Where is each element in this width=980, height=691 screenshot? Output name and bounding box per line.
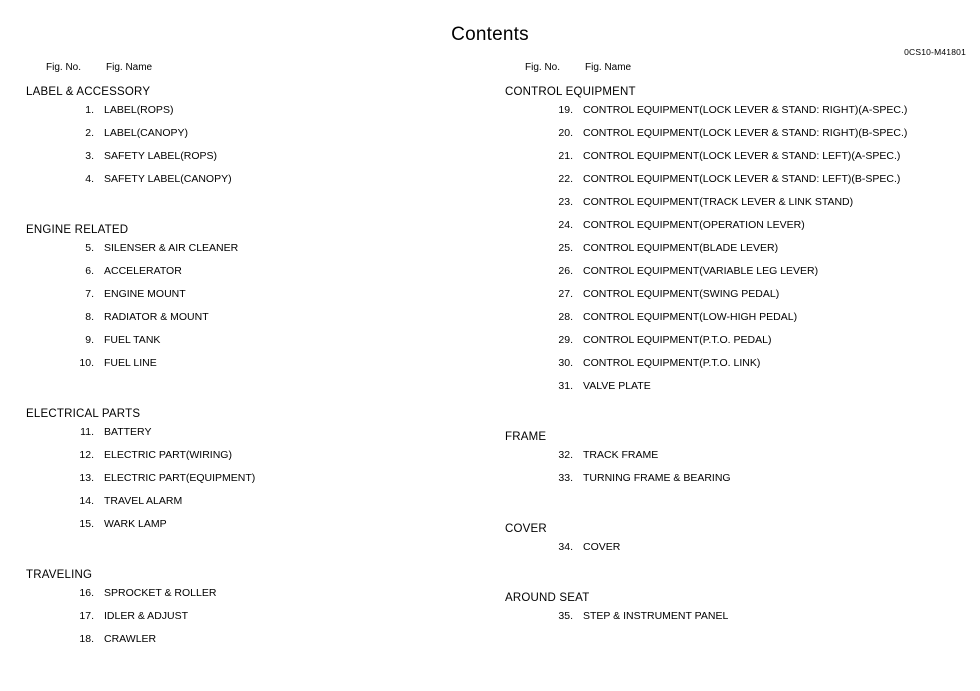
contents-group: [505, 431, 965, 495]
contents-entry-label: SILENSER & AIR CLEANER: [104, 242, 239, 254]
contents-group: [26, 569, 476, 656]
contents-entry-number: 35.: [558, 610, 573, 622]
contents-entry[interactable]: [505, 449, 965, 472]
contents-entry-label: CONTROL EQUIPMENT(LOCK LEVER & STAND: LEFT)(A-SPEC.): [583, 150, 901, 162]
contents-entry-label: ENGINE MOUNT: [104, 288, 186, 300]
column-header-fig-name: Fig. Name: [585, 62, 632, 73]
contents-entry-label: CONTROL EQUIPMENT(SWING PEDAL): [583, 288, 780, 300]
contents-entry-label: CONTROL EQUIPMENT(P.T.O. LINK): [583, 357, 761, 369]
contents-entry-number: 13.: [79, 472, 94, 484]
contents-entry[interactable]: [505, 311, 965, 334]
contents-entry-label: TURNING FRAME & BEARING: [583, 472, 731, 484]
group-spacer: [505, 403, 965, 425]
contents-entry-number: 25.: [558, 242, 573, 254]
contents-group-title: FRAME: [505, 431, 547, 443]
contents-entry[interactable]: [26, 472, 476, 495]
contents-entry-number: 30.: [558, 357, 573, 369]
contents-entry-number: 33.: [558, 472, 573, 484]
group-spacer: [26, 196, 476, 218]
contents-entry[interactable]: [505, 219, 965, 242]
contents-entry[interactable]: [26, 610, 476, 633]
page-title: Contents: [451, 24, 529, 45]
contents-entry[interactable]: [26, 334, 476, 357]
contents-entry-label: CONTROL EQUIPMENT(BLADE LEVER): [583, 242, 779, 254]
contents-entry[interactable]: [26, 426, 476, 449]
contents-column-right: [505, 62, 965, 633]
contents-entry-number: 4.: [85, 173, 94, 185]
contents-entry[interactable]: [26, 518, 476, 541]
contents-entry-number: 17.: [79, 610, 94, 622]
contents-entry-number: 8.: [85, 311, 94, 323]
contents-group-title: LABEL & ACCESSORY: [26, 86, 151, 98]
contents-group-title: TRAVELING: [26, 569, 93, 581]
contents-group-title: ENGINE RELATED: [26, 224, 129, 236]
contents-entry-number: 31.: [558, 380, 573, 392]
contents-column-left: [26, 62, 476, 656]
group-spacer: [26, 380, 476, 402]
contents-entry-number: 2.: [85, 127, 94, 139]
column-header-fig-no: Fig. No.: [525, 62, 561, 73]
contents-entry-number: 26.: [558, 265, 573, 277]
contents-entry-label: TRACK FRAME: [583, 449, 659, 461]
contents-entry[interactable]: [26, 495, 476, 518]
contents-entry-label: IDLER & ADJUST: [104, 610, 189, 622]
contents-group-title: ELECTRICAL PARTS: [26, 408, 141, 420]
contents-entry-label: CONTROL EQUIPMENT(OPERATION LEVER): [583, 219, 805, 231]
contents-entry[interactable]: [26, 357, 476, 380]
contents-entry-label: CONTROL EQUIPMENT(VARIABLE LEG LEVER): [583, 265, 819, 277]
contents-entry-number: 27.: [558, 288, 573, 300]
contents-entry-label: RADIATOR & MOUNT: [104, 311, 209, 323]
contents-entry-label: FUEL LINE: [104, 357, 157, 369]
contents-entry-number: 12.: [79, 449, 94, 461]
contents-entry[interactable]: [505, 288, 965, 311]
contents-group-title: CONTROL EQUIPMENT: [505, 86, 636, 98]
contents-entry-number: 18.: [79, 633, 94, 645]
contents-entry[interactable]: [26, 150, 476, 173]
contents-entry-number: 11.: [80, 426, 94, 438]
contents-entry[interactable]: [26, 311, 476, 334]
contents-entry-number: 23.: [558, 196, 573, 208]
contents-entry-label: ELECTRIC PART(EQUIPMENT): [104, 472, 256, 484]
contents-entry-number: 1.: [85, 104, 94, 116]
contents-entry-label: SPROCKET & ROLLER: [104, 587, 217, 599]
contents-entry-number: 7.: [85, 288, 94, 300]
contents-entry-number: 9.: [85, 334, 94, 346]
contents-entry-number: 5.: [85, 242, 94, 254]
contents-entry[interactable]: [26, 288, 476, 311]
contents-entry[interactable]: [505, 242, 965, 265]
contents-group: [505, 523, 965, 564]
document-code: 0CS10-M41801: [904, 47, 966, 57]
contents-group: [505, 86, 965, 403]
contents-entry-number: 29.: [558, 334, 573, 346]
contents-entry[interactable]: [505, 104, 965, 127]
contents-entry-number: 32.: [558, 449, 573, 461]
contents-entry-label: SAFETY LABEL(ROPS): [104, 150, 218, 162]
contents-entry[interactable]: [505, 334, 965, 357]
contents-entry[interactable]: [505, 173, 965, 196]
contents-entry[interactable]: [26, 242, 476, 265]
contents-entry-label: SAFETY LABEL(CANOPY): [104, 173, 232, 185]
contents-entry[interactable]: [505, 610, 965, 633]
contents-entry-label: TRAVEL ALARM: [104, 495, 183, 507]
contents-entry-label: CONTROL EQUIPMENT(P.T.O. PEDAL): [583, 334, 772, 346]
contents-entry[interactable]: [26, 633, 476, 656]
contents-entry-number: 6.: [85, 265, 94, 277]
contents-entry[interactable]: [26, 449, 476, 472]
contents-entry-label: LABEL(ROPS): [104, 104, 174, 116]
contents-entry-number: 14.: [79, 495, 94, 507]
contents-entry-label: CRAWLER: [104, 633, 157, 645]
contents-entry-label: VALVE PLATE: [583, 380, 651, 392]
contents-entry-label: BATTERY: [104, 426, 152, 438]
contents-entry-number: 16.: [79, 587, 94, 599]
contents-entry-label: FUEL TANK: [104, 334, 161, 346]
contents-entry[interactable]: [26, 127, 476, 150]
contents-entry-label: STEP & INSTRUMENT PANEL: [583, 610, 729, 622]
contents-group: [26, 408, 476, 541]
column-header-left: [26, 62, 476, 80]
contents-entry[interactable]: [505, 472, 965, 495]
contents-entry-number: 10.: [79, 357, 94, 369]
contents-entry-label: COVER: [583, 541, 621, 553]
contents-group: [26, 86, 476, 196]
column-header-fig-no: Fig. No.: [46, 62, 82, 73]
contents-entry[interactable]: [505, 541, 965, 564]
group-spacer: [26, 541, 476, 563]
contents-entry-label: CONTROL EQUIPMENT(LOCK LEVER & STAND: RIGHT)(A-SPEC.): [583, 104, 908, 116]
contents-entry-number: 24.: [558, 219, 573, 231]
contents-entry-label: CONTROL EQUIPMENT(LOW-HIGH PEDAL): [583, 311, 798, 323]
column-header-right: [505, 62, 965, 80]
contents-entry[interactable]: [26, 265, 476, 288]
contents-entry-label: WARK LAMP: [104, 518, 167, 530]
contents-entry-label: ACCELERATOR: [104, 265, 182, 277]
contents-entry-label: CONTROL EQUIPMENT(LOCK LEVER & STAND: LEFT)(B-SPEC.): [583, 173, 901, 185]
contents-entry[interactable]: [505, 196, 965, 219]
contents-entry-label: ELECTRIC PART(WIRING): [104, 449, 232, 461]
contents-entry[interactable]: [26, 587, 476, 610]
contents-entry[interactable]: [505, 357, 965, 380]
group-spacer: [505, 564, 965, 586]
contents-group: [505, 592, 965, 633]
contents-entry-number: 3.: [85, 150, 94, 162]
contents-entry-label: LABEL(CANOPY): [104, 127, 189, 139]
contents-entry[interactable]: [505, 150, 965, 173]
contents-entry-number: 21.: [558, 150, 573, 162]
contents-entry-label: CONTROL EQUIPMENT(LOCK LEVER & STAND: RIGHT)(B-SPEC.): [583, 127, 908, 139]
contents-entry[interactable]: [26, 104, 476, 127]
contents-group-title: COVER: [505, 523, 547, 535]
contents-entry[interactable]: [505, 265, 965, 288]
contents-entry[interactable]: [505, 380, 965, 403]
contents-entry[interactable]: [505, 127, 965, 150]
contents-entry-number: 34.: [558, 541, 573, 553]
contents-entry-number: 20.: [558, 127, 573, 139]
group-spacer: [505, 495, 965, 517]
contents-entry-label: CONTROL EQUIPMENT(TRACK LEVER & LINK STAND): [583, 196, 854, 208]
contents-entry-number: 28.: [558, 311, 573, 323]
contents-entry-number: 15.: [79, 518, 94, 530]
contents-group-title: AROUND SEAT: [505, 592, 590, 604]
contents-group: [26, 224, 476, 380]
contents-entry-number: 19.: [558, 104, 573, 116]
contents-entry[interactable]: [26, 173, 476, 196]
column-header-fig-name: Fig. Name: [106, 62, 153, 73]
contents-entry-number: 22.: [558, 173, 573, 185]
